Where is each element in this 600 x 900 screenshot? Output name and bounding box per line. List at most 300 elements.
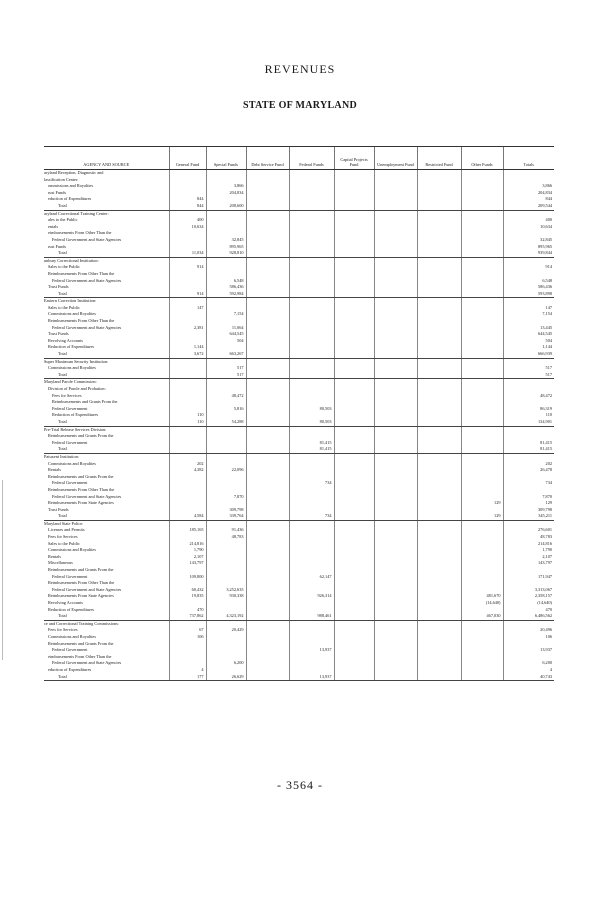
cell-value [169,474,206,481]
cell-value [334,344,374,351]
cell-value: 204,834 [503,190,554,197]
cell-value [417,318,461,325]
cell-value [461,183,503,190]
cell-value [289,461,334,468]
cell-value [374,520,417,527]
cell-value [334,593,374,600]
cell-value [417,196,461,203]
cell-value: 517 [503,372,554,379]
table-row [44,365,554,372]
cell-value [169,284,206,291]
cell-value [461,257,503,264]
cell-value [246,461,289,468]
row-label: Revolving Accounts [48,600,83,605]
cell-value: 26,478 [503,467,554,474]
cell-value [334,474,374,481]
cell-value [246,419,289,426]
cell-value [417,480,461,487]
cell-value: 1,790 [169,547,206,554]
cell-value [461,567,503,574]
cell-value [246,250,289,257]
table-row [44,379,554,386]
cell-value [417,244,461,251]
row-label: rust Funds [48,189,67,195]
cell-value: 644,545 [206,331,246,338]
table-row [44,627,554,634]
row-label: Maryland Parole Commission: [44,379,97,385]
cell-value [246,433,289,440]
cell-value: 844 [169,196,206,203]
cell-value [374,210,417,217]
column-header-special-funds: Special Funds [206,147,246,170]
cell-value [289,344,334,351]
cell-value [169,647,206,654]
row-label: Federal Government and State Agencies [52,660,122,666]
cell-value: 204,834 [206,190,246,197]
cell-value: 177 [169,674,206,681]
cell-value [417,203,461,210]
table-row [44,298,554,305]
cell-value [417,217,461,224]
cell-value [461,574,503,581]
table-row [44,393,554,400]
cell-value [461,196,503,203]
cell-value [246,620,289,627]
cell-value: 663,267 [206,351,246,358]
cell-value: 2,381 [169,325,206,332]
cell-value [461,358,503,365]
cell-value [334,487,374,494]
cell-value [169,399,206,406]
cell-value: 7,154 [206,311,246,318]
cell-value: 19,835 [169,593,206,600]
cell-value [503,210,554,217]
cell-value [503,318,554,325]
cell-value [334,257,374,264]
cell-value [374,620,417,627]
cell-value [206,453,246,460]
cell-value [289,271,334,278]
row-label: Division of Parole and Probation: [48,386,106,391]
cell-value: 10,634 [503,224,554,231]
cell-value [417,660,461,667]
cell-value [374,554,417,561]
cell-value: 3,866 [503,183,554,190]
cell-value: 844 [503,196,554,203]
cell-value [374,183,417,190]
cell-value [334,393,374,400]
cell-value [246,244,289,251]
cell-value [246,386,289,393]
cell-value: 4 [169,667,206,674]
cell-value [374,318,417,325]
cell-value [334,237,374,244]
cell-value [334,203,374,210]
header-row [44,147,554,170]
cell-value [334,620,374,627]
cell-value [246,467,289,474]
cell-value [289,278,334,285]
cell-value [246,264,289,271]
row-label: ommissions and Royalties [48,183,94,189]
table-row [44,399,554,406]
cell-value [417,634,461,641]
cell-value [334,217,374,224]
cell-value [169,318,206,325]
cell-value: 517 [206,365,246,372]
cell-value [461,325,503,332]
cell-value [246,305,289,312]
cell-value [417,453,461,460]
cell-value [503,580,554,587]
cell-value [417,419,461,426]
cell-value [461,271,503,278]
cell-value [461,412,503,419]
cell-value: 7,870 [206,494,246,501]
column-header-unemployment-fund: Unemployment Fund [374,147,417,170]
cell-value: 926,314 [289,593,334,600]
cell-value [206,412,246,419]
cell-value: 5,816 [206,406,246,413]
row-label: Reimbursements From Other Than the [48,580,115,586]
cell-value [417,433,461,440]
table-row [44,580,554,587]
row-label: Sales to the Public [48,540,80,546]
table-row [44,461,554,468]
cell-value [461,406,503,413]
table-total-row [44,419,554,426]
cell-value [374,278,417,285]
row-label: Reimbursements and Grants From the [52,399,118,405]
cell-value [206,426,246,433]
cell-value [206,446,246,453]
cell-value [289,224,334,231]
cell-value [334,305,374,312]
cell-value [503,453,554,460]
cell-value [169,177,206,184]
row-label: Federal Government [52,573,88,579]
cell-value [246,365,289,372]
cell-value [206,667,246,674]
cell-value [417,305,461,312]
row-label: Total [44,419,169,426]
table-row [44,237,554,244]
cell-value: (14,640) [503,600,554,607]
cell-value [334,386,374,393]
cell-value [374,386,417,393]
cell-value [503,257,554,264]
cell-value [374,560,417,567]
cell-value [461,217,503,224]
cell-value [289,627,334,634]
row-label: Rentals [48,467,61,473]
cell-value [417,654,461,661]
cell-value [461,440,503,447]
cell-value [246,278,289,285]
cell-value [374,264,417,271]
row-label: Fees for Services [48,627,78,633]
table-total-row [44,203,554,210]
cell-value [503,426,554,433]
cell-value [169,446,206,453]
table-row [44,494,554,501]
cell-value [461,660,503,667]
cell-value [289,393,334,400]
cell-value [334,654,374,661]
cell-value: 91,436 [206,527,246,534]
table-row [44,325,554,332]
cell-value [289,177,334,184]
cell-value [246,284,289,291]
row-label: Total [44,291,169,298]
cell-value [334,446,374,453]
row-label: unbury Correctional Institution: [44,257,99,263]
cell-value [461,203,503,210]
table-row [44,284,554,291]
table-row [44,311,554,318]
cell-value [169,534,206,541]
cell-value [334,560,374,567]
cell-value [206,399,246,406]
table-row [44,358,554,365]
table-row [44,433,554,440]
cell-value: 3,313,067 [503,587,554,594]
cell-value [246,487,289,494]
cell-value: 737,862 [169,613,206,620]
cell-value [246,660,289,667]
table-total-row [44,351,554,358]
table-row [44,264,554,271]
table-row [44,593,554,600]
cell-value [374,607,417,614]
cell-value [461,446,503,453]
cell-value [289,217,334,224]
cell-value [461,554,503,561]
cell-value [374,284,417,291]
cell-value [374,541,417,548]
row-label: Maryland State Police: [44,520,84,526]
cell-value [334,177,374,184]
cell-value [246,667,289,674]
cell-value [169,190,206,197]
cell-value [206,480,246,487]
cell-value [169,600,206,607]
cell-value [374,190,417,197]
cell-value [503,230,554,237]
cell-value [334,660,374,667]
table-row [44,244,554,251]
cell-value [246,440,289,447]
cell-value [417,358,461,365]
cell-value [289,237,334,244]
cell-value [461,580,503,587]
cell-value: 2,358,157 [503,593,554,600]
cell-value [289,325,334,332]
cell-value [503,567,554,574]
cell-value [417,237,461,244]
cell-value [417,507,461,514]
cell-value [289,500,334,507]
row-label: Federal Government [52,405,88,411]
cell-value: 81,415 [289,446,334,453]
cell-value [374,474,417,481]
cell-value [169,271,206,278]
cell-value: 276,601 [503,527,554,534]
table-row [44,641,554,648]
cell-value [246,298,289,305]
cell-value [289,318,334,325]
cell-value [246,453,289,460]
cell-value [206,654,246,661]
cell-value: 6,486,562 [503,613,554,620]
cell-value [461,667,503,674]
cell-value [169,660,206,667]
cell-value [374,467,417,474]
cell-value [169,393,206,400]
cell-value [289,298,334,305]
cell-value [334,607,374,614]
cell-value [334,358,374,365]
cell-value: 6,200 [503,660,554,667]
cell-value: 202 [169,461,206,468]
cell-value [461,224,503,231]
row-label: eimbursements From Other Than the [48,653,112,659]
cell-value: 10,634 [169,224,206,231]
cell-value: 734 [289,480,334,487]
cell-value [206,344,246,351]
page-subtitle: STATE OF MARYLAND [242,100,357,111]
cell-value [289,467,334,474]
cell-value [289,412,334,419]
cell-value [334,351,374,358]
cell-value [289,386,334,393]
cell-value [334,419,374,426]
cell-value [461,527,503,534]
cell-value [417,593,461,600]
row-label: Total [44,351,169,358]
cell-value [417,674,461,681]
cell-value [206,641,246,648]
cell-value: 54,288 [206,419,246,426]
cell-value [289,600,334,607]
cell-value [169,210,206,217]
table-row [44,547,554,554]
row-label: aryland Correctional Training Center: [44,210,109,216]
table-row [44,412,554,419]
cell-value [246,587,289,594]
cell-value: 13,445 [503,325,554,332]
cell-value [461,177,503,184]
row-label: eduction of Expenditures [48,196,92,202]
cell-value [169,372,206,379]
cell-value [374,667,417,674]
row-label: Federal Government [52,647,88,653]
cell-value [334,338,374,345]
cell-value [169,257,206,264]
row-label: Revolving Accounts [48,337,83,343]
cell-value [334,547,374,554]
cell-value [417,513,461,520]
cell-value [417,560,461,567]
cell-value [503,620,554,627]
cell-value [206,379,246,386]
cell-value [374,291,417,298]
cell-value [417,467,461,474]
cell-value [169,520,206,527]
cell-value [206,386,246,393]
cell-value [246,574,289,581]
cell-value: 6,548 [503,278,554,285]
cell-value [503,170,554,177]
table-row [44,620,554,627]
row-label: Reimbursements From Other Than the [48,318,115,324]
row-label: Reimbursements and Grants From the [48,473,114,479]
cell-value [417,325,461,332]
cell-value [461,311,503,318]
table-row [44,554,554,561]
cell-value [206,567,246,574]
cell-value [246,237,289,244]
cell-value [206,647,246,654]
cell-value [374,674,417,681]
row-label: ce and Correctional Training Commissions: [44,620,119,626]
cell-value [334,426,374,433]
row-label: Federal Government [52,439,88,445]
cell-value: 1,144 [503,344,554,351]
cell-value [374,379,417,386]
cell-value: 109,800 [169,574,206,581]
cell-value [334,230,374,237]
cell-value [334,311,374,318]
cell-value [374,338,417,345]
cell-value [334,271,374,278]
cell-value [206,318,246,325]
cell-value [206,271,246,278]
cell-value [206,440,246,447]
row-label: Federal Government and State Agencies [52,324,122,330]
cell-value: 81,415 [289,440,334,447]
cell-value [334,278,374,285]
cell-value [461,647,503,654]
cell-value: 185,165 [169,527,206,534]
cell-value [169,426,206,433]
cell-value [169,278,206,285]
cell-value [169,654,206,661]
cell-value [289,203,334,210]
cell-value: 339,764 [206,513,246,520]
cell-value [374,527,417,534]
cell-value [417,230,461,237]
cell-value [374,534,417,541]
cell-value [206,554,246,561]
table-row [44,331,554,338]
cell-value [169,311,206,318]
cell-value [206,487,246,494]
cell-value [374,393,417,400]
cell-value [417,500,461,507]
cell-value [417,541,461,548]
cell-value [461,250,503,257]
cell-value [289,507,334,514]
cell-value: 895,965 [503,244,554,251]
cell-value [246,593,289,600]
cell-value [417,547,461,554]
cell-value [461,433,503,440]
cell-value [374,237,417,244]
cell-value [246,358,289,365]
cell-value: 202 [503,461,554,468]
table-row [44,474,554,481]
